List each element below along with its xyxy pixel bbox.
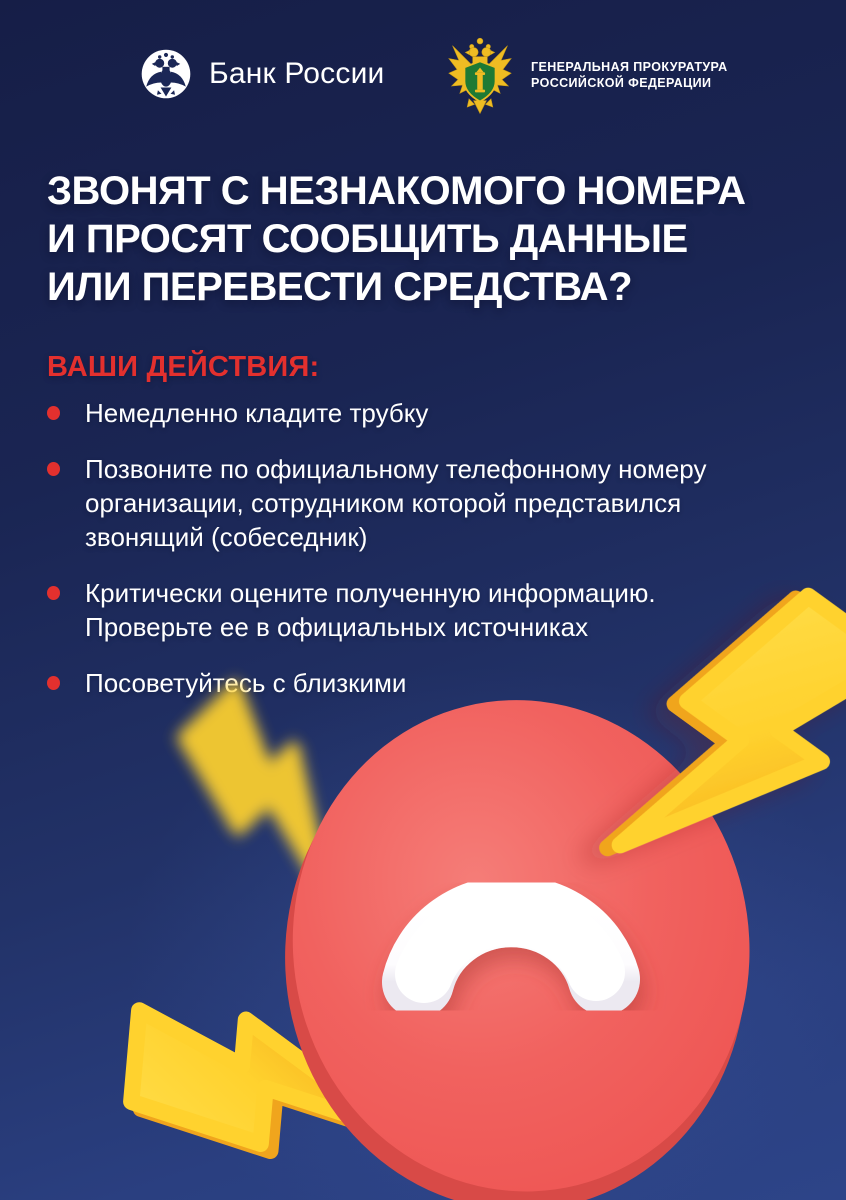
prosecutor-name-line1: ГЕНЕРАЛЬНАЯ ПРОКУРАТУРА <box>531 60 728 74</box>
illustration <box>0 580 846 1200</box>
page-title-line2: И ПРОСЯТ СООБЩИТЬ ДАННЫЕ <box>47 217 688 261</box>
prosecutor-logo <box>447 34 728 116</box>
page-title-line3: ИЛИ ПЕРЕВЕСТИ СРЕДСТВА? <box>47 265 633 309</box>
prosecutor-name-line2: РОССИЙСКОЙ ФЕДЕРАЦИИ <box>531 76 712 90</box>
page-title <box>47 167 817 311</box>
bank-name-label: Банк России <box>209 57 385 90</box>
bank-of-russia-logo <box>139 47 385 101</box>
list-item <box>47 452 787 554</box>
list-item <box>47 396 787 430</box>
prosecutor-emblem-icon <box>447 34 513 116</box>
page-title-line1: ЗВОНЯТ С НЕЗНАКОМОГО НОМЕРА <box>47 169 746 213</box>
list-item-text: Немедленно кладите трубку <box>85 398 429 428</box>
list-item-text: Критически оцените полученную информацию. Проверьте ее в официальных источниках <box>85 578 656 642</box>
bullet-icon <box>47 462 60 476</box>
list-item-text: Посоветуйтесь с близкими <box>85 668 407 698</box>
bullet-icon <box>47 406 60 420</box>
list-item-text: Позвоните по официальному телефонному номеру организации, сотрудником которой представился звонящий (собеседник) <box>85 454 707 552</box>
header <box>0 0 846 130</box>
bank-of-russia-emblem-icon <box>139 47 193 101</box>
actions-heading: ВАШИ ДЕЙСТВИЯ: <box>47 351 320 383</box>
prosecutor-name-label <box>531 59 728 91</box>
